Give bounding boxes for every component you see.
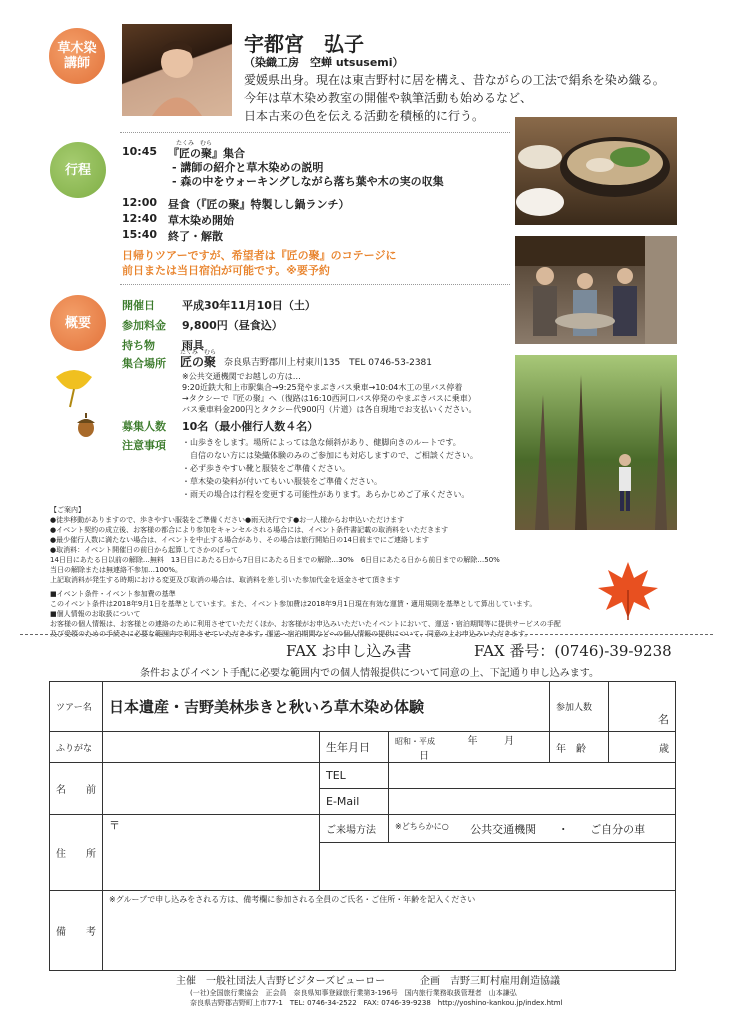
date-value: 平成30年11月10日（土） xyxy=(182,299,316,312)
address-label: 住 所 xyxy=(50,815,103,891)
age-label: 年 齢 xyxy=(550,732,609,763)
place-name: 匠の聚 xyxy=(180,355,217,369)
instructor-photo xyxy=(122,24,232,116)
overview-badge: 概要 xyxy=(50,295,106,351)
age-unit: 歳 xyxy=(659,743,669,755)
remarks-label: 備 考 xyxy=(50,891,103,971)
tour-label: ツアー名 xyxy=(50,682,103,732)
guide-line: ●最少催行人数に満たない場合は、イベントを中止する場合があり、その場合は旅行開始日の14日前までにご連絡します xyxy=(50,536,430,544)
schedule-text: - 森の中をウォーキングしながら落ち葉や木の実の収集 xyxy=(172,175,444,188)
guide-line: 上記取消料が発生する時期における変更及び取消の場合は、取消料を差し引いた参加代金を返金させて頂きます xyxy=(50,576,400,584)
visit-label: ご来場方法 xyxy=(320,815,389,843)
application-form xyxy=(49,681,676,971)
remarks-input[interactable] xyxy=(103,891,676,971)
schedule-note: 日帰りツアーですが、希望者は『匠の聚』のコテージに xyxy=(122,249,397,262)
postal-mark: 〒 xyxy=(109,819,120,832)
schedule-time: 12:00 xyxy=(122,196,158,209)
tel-input[interactable] xyxy=(389,763,676,789)
name-label: 名 前 xyxy=(50,763,103,815)
notes-line: ・必ず歩きやすい靴と服装をご準備ください。 xyxy=(182,464,350,473)
footer-planner: 企画 吉野三町村雇用創造協議 xyxy=(420,976,560,987)
guide-line: ●徒歩移動がありますので、歩きやすい服装をご準備ください●雨天決行です●お一人様からお申込いただけます xyxy=(50,516,405,524)
fax-number: FAX 番号：(0746)-39-9238 xyxy=(474,642,672,660)
guide-line: このイベント条件は2018年9月1日を基準としています。また、イベント参加費は2018年9月1日現在有効な運賃・適用規則を基準として算出しています。 xyxy=(50,600,537,608)
fee-label: 参加料金 xyxy=(122,319,166,332)
guide-line: 及び受領のための手続きに必要な範囲内で利用させていただきます。運送・宿泊期間などへの個人情報の提供について、同意の上お申込みいただきます。 xyxy=(50,630,532,638)
divider xyxy=(120,132,510,133)
acorn-icon xyxy=(74,412,98,438)
guide-line: ●取消料：イベント開催日の前日から起算してさかのぼって xyxy=(50,546,239,554)
schedule-text: 草木染め開始 xyxy=(168,214,234,227)
transport-line: 9:20近鉄大和上市駅集合→9:25発やまぶきバス乗車→10:04木工の里バス停着 xyxy=(182,383,463,392)
instructor-bio-line: 今年は草木染め教室の開催や執筆活動も始めるなど、 xyxy=(244,91,533,105)
birth-month: 月 xyxy=(504,736,515,747)
remarks-note: ※グループで申し込みをされる方は、備考欄に参加される全員のご氏名・ご住所・年齢を記入ください xyxy=(109,895,476,904)
address-extra[interactable] xyxy=(320,843,676,891)
schedule-time: 12:40 xyxy=(122,212,158,225)
guide-line: 当日の解除または無連絡不参加…100%。 xyxy=(50,566,183,574)
capacity-value: 10名（最小催行人数４名） xyxy=(182,420,319,433)
notes-label: 注意事項 xyxy=(122,439,166,452)
guide-line: ●イベント契約の成立後、お客様の都合により参加をキャンセルされる場合には、イベント条件書記載の取消料をいただきます xyxy=(50,526,449,534)
cut-line xyxy=(20,634,713,635)
place-value: 奈良県吉野郡川上村東川135 TEL 0746-53-2381 xyxy=(224,358,432,368)
fax-consent: 条件およびイベント手配に必要な範囲内での個人情報提供について同意の上、下記通り申し込みます。 xyxy=(140,668,599,679)
schedule-time: 15:40 xyxy=(122,228,158,241)
schedule-note: 前日または当日宿泊が可能です。※要予約 xyxy=(122,264,330,277)
date-label: 開催日 xyxy=(122,299,155,312)
schedule-text: - 講師の紹介と草木染めの説明 xyxy=(172,161,324,174)
tel-label: TEL xyxy=(320,763,389,789)
visit-note: ※どちらかに○ xyxy=(395,821,449,831)
name-input[interactable] xyxy=(103,763,320,815)
age-input[interactable] xyxy=(609,732,676,763)
email-input[interactable] xyxy=(389,789,676,815)
birth-input[interactable] xyxy=(389,732,550,763)
guide-line: 14日目にあたる日以前の解除…無料 13日目にあたる日から7日目にあたる日までの解除…30% 6日目にあたる日から前日までの解除…50% xyxy=(50,556,500,564)
furigana-label: ふりがな xyxy=(50,732,103,763)
capacity-label: 募集人数 xyxy=(122,420,166,433)
birth-year: 年 xyxy=(467,736,478,747)
instructor-badge: 草木染 講師 xyxy=(49,28,105,84)
notes-line: 自信のない方には染織体験のみのご参加にも対応しますので、ご相談ください。 xyxy=(182,451,478,460)
footer-host: 主催 一般社団法人吉野ビジターズビューロー xyxy=(176,976,386,987)
instructor-name: 宇都宮 弘子 xyxy=(244,32,364,56)
birth-era: 昭和・平成 xyxy=(395,737,435,746)
forest-photo xyxy=(515,355,677,530)
place-label: 集合場所 xyxy=(122,357,166,370)
divider xyxy=(120,284,510,285)
instructor-bio-line: 日本古来の色を伝える活動を積極的に行う。 xyxy=(244,109,485,123)
guide-line: ■イベント条件・イベント参加費の基準 xyxy=(50,590,176,598)
birth-label: 生年月日 xyxy=(320,732,389,763)
notes-line: ・山歩きをします。場所によっては急な傾斜があり、健脚向きのルートです。 xyxy=(182,438,461,447)
footer-line: (一社)全国旅行業協会 正会員 奈良県知事登録旅行業第3-196号 国内旅行業務取扱管理者 山本謙弘 xyxy=(190,989,517,997)
footer-line: 奈良県吉野郡吉野町上市77-1 TEL: 0746-34-2522 FAX: 0746-39-9238 http://yoshino-kankou.jp/index.html xyxy=(190,999,563,1007)
schedule-text: 昼食（『匠の聚』特製しし鍋ランチ） xyxy=(168,198,350,211)
transport-line: バス乗車料金200円とタクシー代900円（片道）は各自現地でお支払いください。 xyxy=(182,405,477,414)
fax-title: FAX お申し込み書 xyxy=(286,642,412,660)
participants-input[interactable] xyxy=(609,682,676,732)
notes-line: ・草木染の染料が付いてもいい服装をご準備ください。 xyxy=(182,477,382,486)
bring-value: 雨具 xyxy=(182,339,204,352)
birth-day: 日 xyxy=(419,751,429,762)
instructor-workshop: （染織工房 空蝉 utsusemi） xyxy=(244,56,404,69)
transport-line: →タクシーで『匠の聚』へ（復路は16:10西河口バス停発のやまぶきバスに乗車） xyxy=(182,394,476,403)
schedule-time: 10:45 xyxy=(122,145,158,158)
fee-value: 9,800円（昼食込） xyxy=(182,319,283,332)
schedule-badge: 行程 xyxy=(50,142,106,198)
bring-label: 持ち物 xyxy=(122,339,155,352)
schedule-text: 『匠の聚』集合 xyxy=(168,147,245,160)
tour-value: 日本遺産・吉野美林歩きと秋いろ草木染め体験 xyxy=(103,682,550,732)
place-ruby: たくみ むら xyxy=(180,349,217,356)
ginkgo-leaf-icon xyxy=(52,365,96,409)
workshop-photo xyxy=(515,236,677,344)
address-input[interactable] xyxy=(103,815,320,891)
instructor-bio-line: 愛媛県出身。現在は東吉野村に居を構え、昔ながらの工法で絹糸を染め織る。 xyxy=(244,73,665,87)
visit-option-public[interactable]: 公共交通機関 xyxy=(470,822,537,836)
guide-line: 【ご案内】 xyxy=(50,506,85,514)
ruby-takumi: たくみ むら xyxy=(176,140,213,147)
furigana-input[interactable] xyxy=(103,732,320,763)
email-label: E-Mail xyxy=(320,789,389,815)
visit-options[interactable] xyxy=(389,815,676,843)
guide-line: ■個人情報のお取扱について xyxy=(50,610,141,618)
notes-line: ・雨天の場合は行程を変更する可能性があります。あらかじめご了承ください。 xyxy=(182,490,470,499)
visit-separator: ・ xyxy=(557,822,569,836)
hotpot-photo xyxy=(515,117,677,225)
visit-option-car[interactable]: ご自分の車 xyxy=(590,822,646,836)
participants-unit: 名 xyxy=(658,713,669,726)
participants-label: 参加人数 xyxy=(550,682,609,732)
schedule-text: 終了・解散 xyxy=(168,230,223,243)
maple-leaf-icon xyxy=(596,558,660,622)
guide-line: お客様の個人情報は、お客様との連絡のために利用させていただくほか、お客様がお申込みいただいたイベントにおいて、運送・宿泊期間等に提供サービスの手配 xyxy=(50,620,561,628)
transport-line: ※公共交通機関でお越しの方は… xyxy=(182,372,301,381)
